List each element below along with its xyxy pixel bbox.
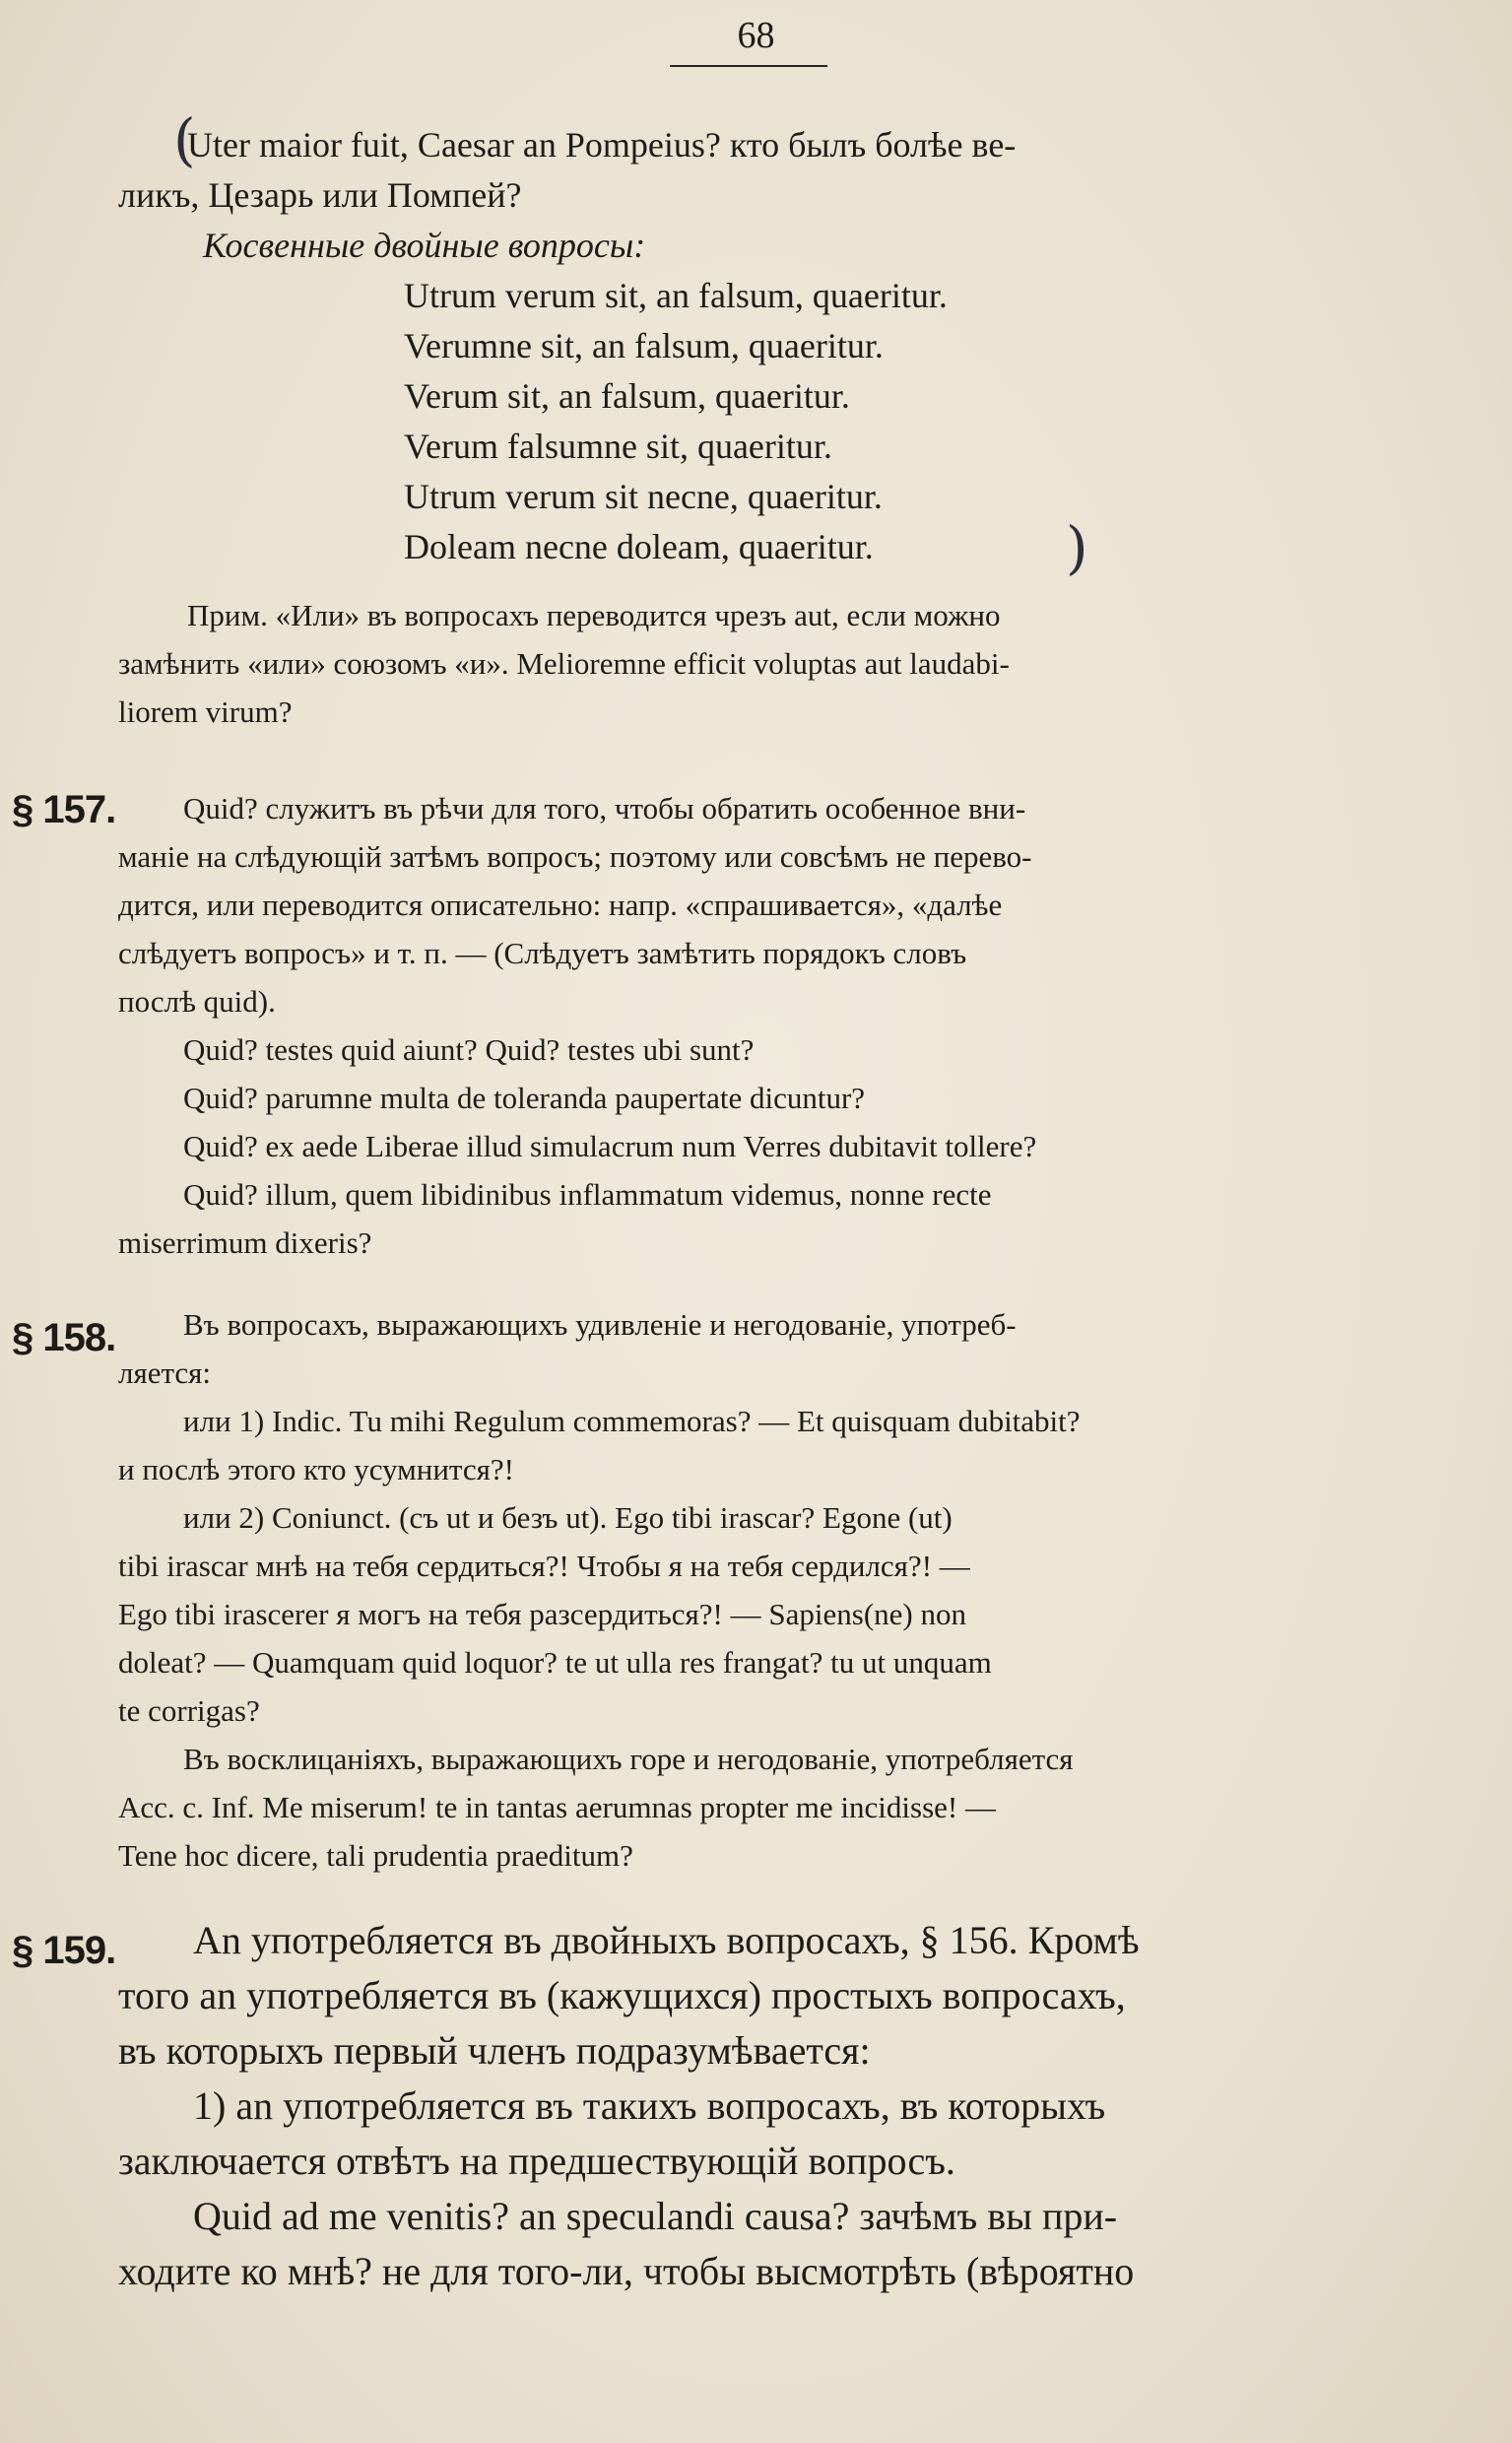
intro-paragraph — [118, 120, 1389, 572]
text-line: Quid ad me venitis? an speculandi causa? зачѣмъ вы при- — [193, 2194, 1118, 2238]
text-line: te corrigas? — [118, 1693, 260, 1728]
text-line: Въ восклицаніяхъ, выражающихъ горе и негодованіе, употребляется — [183, 1742, 1074, 1776]
header-rule — [670, 65, 827, 67]
example-line: miserrimum dixeris? — [118, 1225, 372, 1260]
section-mark-159: § 159. — [12, 1929, 116, 1972]
text-line: послѣ quid). — [118, 984, 276, 1019]
text-line: или 2) Coniunct. (съ ut и безъ ut). Ego tibi irascar? Egone (ut) — [183, 1500, 953, 1535]
text-line: въ которыхъ первый членъ подразумѣвается: — [118, 2028, 871, 2073]
section-mark-157: § 157. — [12, 788, 116, 831]
text-line: слѣдуетъ вопросъ» и т. п. — (Слѣдуетъ замѣтить порядокъ словъ — [118, 936, 967, 970]
text-line: того an употребляется въ (кажущихся) простыхъ вопросахъ, — [118, 1973, 1126, 2017]
example-line: Verumne sit, an falsum, quaeritur. — [404, 326, 884, 365]
example-line: Quid? illum, quem libidinibus inflammatum videmus, nonne recte — [183, 1177, 992, 1212]
text-line: Въ вопросахъ, выражающихъ удивленіе и негодованіе, употреб- — [183, 1307, 1017, 1342]
example-line: Quid? ex aede Liberae illud simulacrum num Verres dubitavit tollere? — [183, 1129, 1037, 1163]
text-line: tibi irascar мнѣ на тебя сердиться?! Чтобы я на тебя сердился?! — — [118, 1549, 970, 1583]
text-line: заключается отвѣтъ на предшествующій вопросъ. — [118, 2139, 955, 2183]
text-line: Quid? служитъ въ рѣчи для того, чтобы обратить особенное вни- — [183, 791, 1026, 825]
text-line: Uter maior fuit, Caesar an Pompeius? кто былъ болѣе ве- — [187, 125, 1017, 165]
text-line: ходите ко мнѣ? не для того-ли, чтобы высмотрѣть (вѣроятно — [118, 2249, 1135, 2293]
text-line: Ego tibi irascerer я могъ на тебя разсердиться?! — Sapiens(ne) non — [118, 1597, 966, 1631]
section-mark-158: § 158. — [12, 1316, 116, 1359]
text-line: An употребляется въ двойныхъ вопросахъ, § 156. Кромѣ — [193, 1918, 1140, 1962]
example-line: Doleam necne doleam, quaeritur. — [404, 527, 874, 566]
section-157 — [118, 784, 1389, 1267]
section-158 — [118, 1300, 1389, 1880]
indirect-questions-heading: Косвенные двойные вопросы: — [203, 226, 646, 265]
note-line: Прим. «Или» въ вопросахъ переводится чрезъ aut, если можно — [187, 598, 1001, 632]
handwritten-bracket-open: ( — [173, 106, 196, 173]
note-paragraph — [118, 591, 1389, 736]
text-line: ляется: — [118, 1355, 212, 1390]
example-line: Verum sit, an falsum, quaeritur. — [404, 376, 850, 416]
example-line: Utrum verum sit necne, quaeritur. — [404, 477, 883, 516]
note-line: замѣнить «или» союзомъ «и». Melioremne efficit voluptas aut laudabi- — [118, 646, 1010, 681]
text-line: дится, или переводится описательно: напр. «спрашивается», «далѣе — [118, 888, 1003, 922]
text-line: ликъ, Цезарь или Помпей? — [118, 175, 522, 215]
text-line: маніе на слѣдующій затѣмъ вопросъ; поэтому или совсѣмъ не перево- — [118, 839, 1032, 874]
example-line: Utrum verum sit, an falsum, quaeritur. — [404, 276, 948, 315]
example-line: Quid? parumne multa de toleranda paupertate dicuntur? — [183, 1081, 866, 1115]
handwritten-bracket-close: ) — [1066, 514, 1088, 581]
text-line: или 1) Indic. Tu mihi Regulum commemoras? — Et quisquam dubitabit? — [183, 1404, 1081, 1438]
example-line: Quid? testes quid aiunt? Quid? testes ubi sunt? — [183, 1032, 755, 1067]
section-159 — [118, 1913, 1389, 2299]
text-line: Tene hoc dicere, tali prudentia praeditum? — [118, 1838, 633, 1873]
text-line: Acc. c. Inf. Me miserum! te in tantas aerumnas propter me incidisse! — — [118, 1790, 996, 1824]
text-line: 1) an употребляется въ такихъ вопросахъ, въ которыхъ — [193, 2083, 1106, 2128]
page-number: 68 — [737, 15, 775, 56]
example-line: Verum falsumne sit, quaeritur. — [404, 427, 832, 466]
note-line: liorem virum? — [118, 694, 293, 729]
text-line: и послѣ этого кто усумнится?! — [118, 1452, 514, 1486]
text-line: doleat? — Quamquam quid loquor? te ut ulla res frangat? tu ut unquam — [118, 1645, 992, 1680]
